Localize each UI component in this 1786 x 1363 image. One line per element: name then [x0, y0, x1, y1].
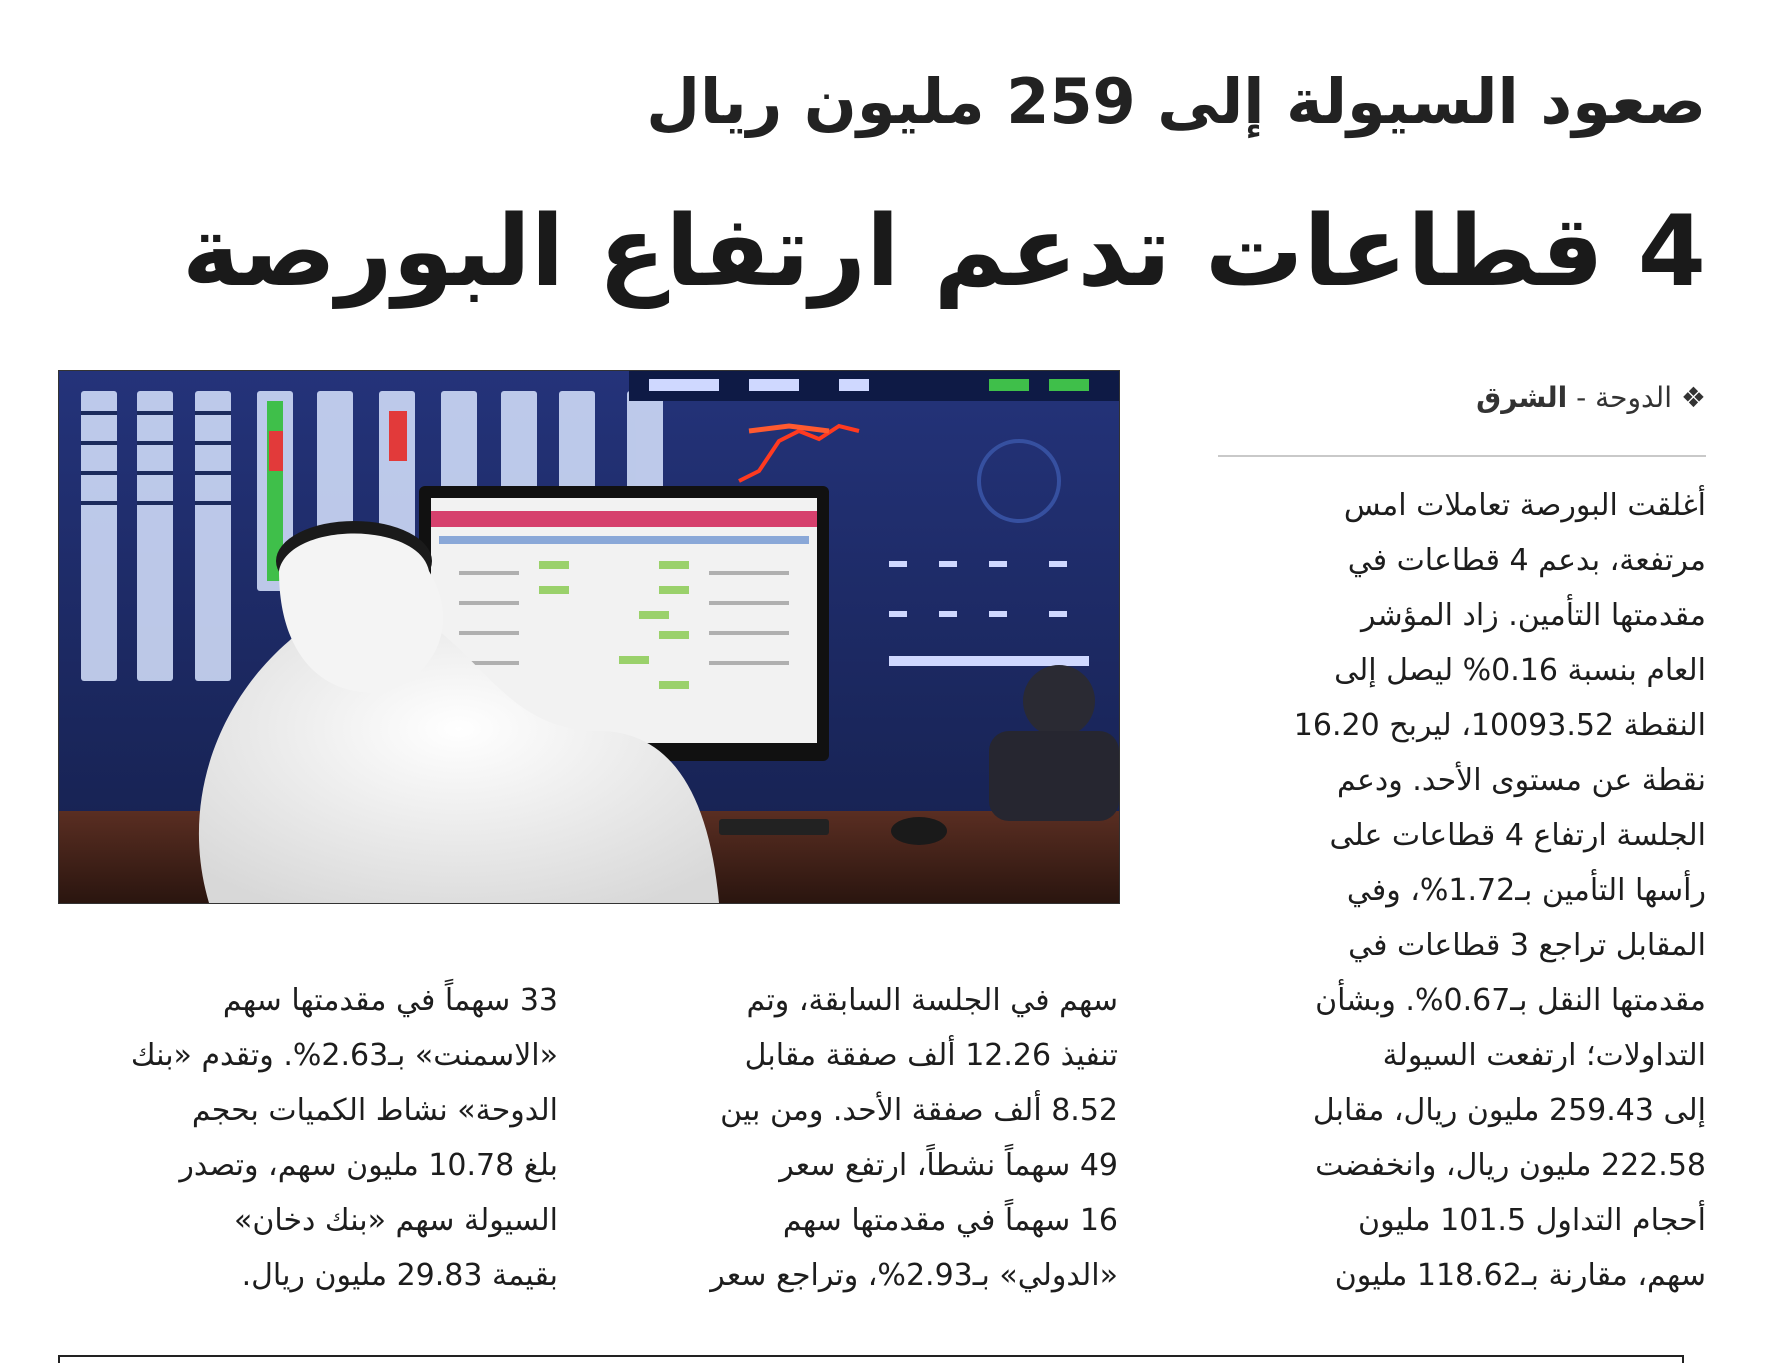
text-line: 49 سهماً نشطاً، ارتفع سعر [779, 1148, 1118, 1183]
text-line: الدوحة» نشاط الكميات بحجم [191, 1093, 558, 1128]
text-line: «الدولي» بـ2.93%، وتراجع سعر [710, 1258, 1118, 1293]
article-kicker: صعود السيولة إلى 259 مليون ريال [646, 65, 1706, 138]
text-line: رأسها التأمين بـ1.72%، وفي [1346, 873, 1706, 908]
text-line: التداولات؛ ارتفعت السيولة [1382, 1038, 1706, 1073]
text-line: النقطة 10093.52، ليربح 16.20 [1293, 708, 1706, 743]
text-line: العام بنسبة 0.16% ليصل إلى [1334, 653, 1706, 688]
text-line: نقطة عن مستوى الأحد. ودعم [1337, 763, 1706, 798]
article-headline: 4 قطاعات تدعم ارتفاع البورصة [182, 195, 1706, 309]
article-column-left [58, 973, 558, 1303]
text-line: الجلسة ارتفاع 4 قطاعات على [1329, 818, 1706, 853]
bottom-border-right-tick [1682, 1355, 1684, 1363]
text-line: «الاسمنت» بـ2.63%. وتقدم «بنك [130, 1038, 558, 1073]
article-column-right [1206, 478, 1706, 1303]
byline-source: الشرق [1476, 381, 1568, 414]
byline-bullet: ❖ [1680, 381, 1706, 414]
byline-divider [1218, 455, 1706, 457]
text-line: 16 سهماً في مقدمتها سهم [782, 1203, 1118, 1238]
text-line: السيولة سهم «بنك دخان» [233, 1203, 558, 1238]
text-line: أغلقت البورصة تعاملات امس [1343, 488, 1706, 523]
text-line: تنفيذ 12.26 ألف صفقة مقابل [744, 1038, 1118, 1073]
text-line: مرتفعة، بدعم 4 قطاعات في [1347, 543, 1706, 578]
bottom-border-left-tick [58, 1355, 60, 1363]
text-line: بلغ 10.78 مليون سهم، وتصدر [179, 1148, 558, 1183]
text-line: مقدمتها النقل بـ0.67%. وبشأن [1315, 983, 1706, 1018]
text-line: مقدمتها التأمين. زاد المؤشر [1360, 598, 1706, 633]
text-line: إلى 259.43 مليون ريال، مقابل [1312, 1093, 1706, 1128]
bottom-border [58, 1355, 1684, 1357]
text-line: 222.58 مليون ريال، وانخفضت [1315, 1148, 1706, 1183]
byline-place: الدوحة - [1576, 381, 1672, 414]
article-column-middle [618, 973, 1118, 1303]
text-line: 8.52 ألف صفقة الأحد. ومن بين [720, 1093, 1118, 1128]
text-line: 33 سهماً في مقدمتها سهم [222, 983, 558, 1018]
text-line: بقيمة 29.83 مليون ريال. [241, 1258, 558, 1293]
text-line: المقابل تراجع 3 قطاعات في [1348, 928, 1706, 963]
article-byline [1226, 378, 1706, 418]
article-photo [58, 370, 1120, 904]
text-line: سهم، مقارنة بـ118.62 مليون [1334, 1258, 1706, 1293]
text-line: أحجام التداول 101.5 مليون [1358, 1203, 1706, 1238]
text-line: سهم في الجلسة السابقة، وتم [746, 983, 1118, 1018]
